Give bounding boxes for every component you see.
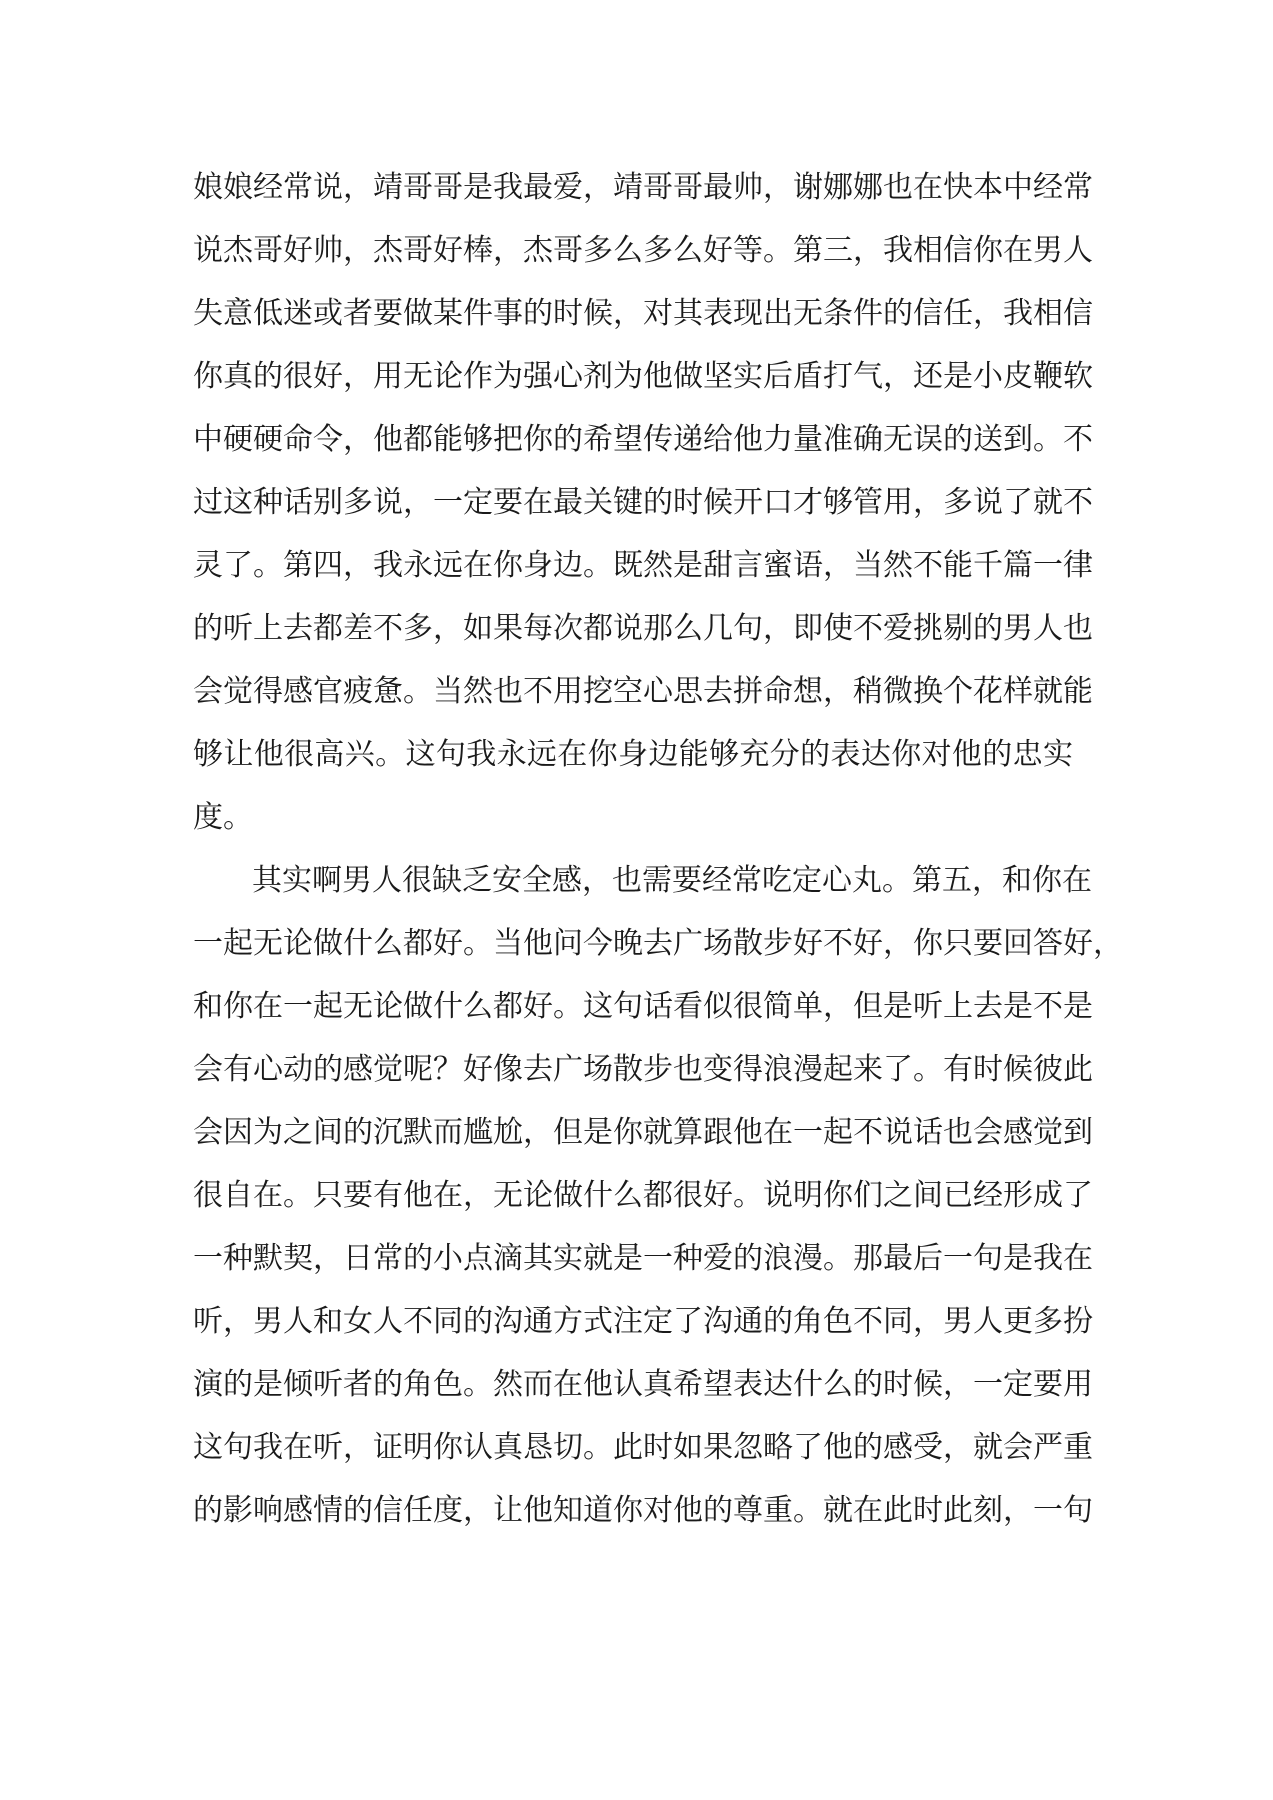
text-line: 你真的很好，用无论作为强心剂为他做坚实后盾打气，还是小皮鞭软 — [193, 359, 1093, 394]
text-line: 会觉得感官疲惫。当然也不用挖空心思去拼命想，稍微换个花样就能 — [193, 674, 1093, 709]
text-line: 一种默契，日常的小点滴其实就是一种爱的浪漫。那最后一句是我在 — [193, 1241, 1093, 1276]
text-line: 很自在。只要有他在，无论做什么都很好。说明你们之间已经形成了 — [193, 1178, 1093, 1213]
text-line: 够让他很高兴。这句我永远在你身边能够充分的表达你对他的忠实 — [193, 737, 1073, 772]
text-line: 会因为之间的沉默而尴尬，但是你就算跟他在一起不说话也会感觉到 — [193, 1115, 1093, 1150]
text-line: 失意低迷或者要做某件事的时候，对其表现出无条件的信任，我相信 — [193, 296, 1093, 331]
text-line: 的听上去都差不多，如果每次都说那么几句，即使不爱挑剔的男人也 — [193, 611, 1093, 646]
text-line: 过这种话别多说，一定要在最关键的时候开口才够管用，多说了就不 — [193, 485, 1093, 520]
paragraph-first-line: 其实啊男人很缺乏安全感，也需要经常吃定心丸。第五，和你在 — [252, 863, 1092, 898]
text-line: 一起无论做什么都好。当他问今晚去广场散步好不好，你只要回答好， — [193, 926, 1123, 961]
text-line: 这句我在听，证明你认真恳切。此时如果忽略了他的感受，就会严重 — [193, 1430, 1093, 1465]
text-line: 度。 — [193, 800, 253, 835]
text-line: 的影响感情的信任度，让他知道你对他的尊重。就在此时此刻，一句 — [193, 1493, 1093, 1528]
text-line: 和你在一起无论做什么都好。这句话看似很简单，但是听上去是不是 — [193, 989, 1093, 1024]
text-line: 会有心动的感觉呢？好像去广场散步也变得浪漫起来了。有时候彼此 — [193, 1052, 1093, 1087]
text-line: 灵了。第四，我永远在你身边。既然是甜言蜜语，当然不能千篇一律 — [193, 548, 1093, 583]
text-line: 说杰哥好帅，杰哥好棒，杰哥多么多么好等。第三，我相信你在男人 — [193, 233, 1093, 268]
text-line: 演的是倾听者的角色。然而在他认真希望表达什么的时候，一定要用 — [193, 1367, 1093, 1402]
text-line: 中硬硬命令，他都能够把你的希望传递给他力量准确无误的送到。不 — [193, 422, 1093, 457]
text-line: 娘娘经常说，靖哥哥是我最爱，靖哥哥最帅，谢娜娜也在快本中经常 — [193, 170, 1093, 205]
text-line: 听，男人和女人不同的沟通方式注定了沟通的角色不同，男人更多扮 — [193, 1304, 1093, 1339]
